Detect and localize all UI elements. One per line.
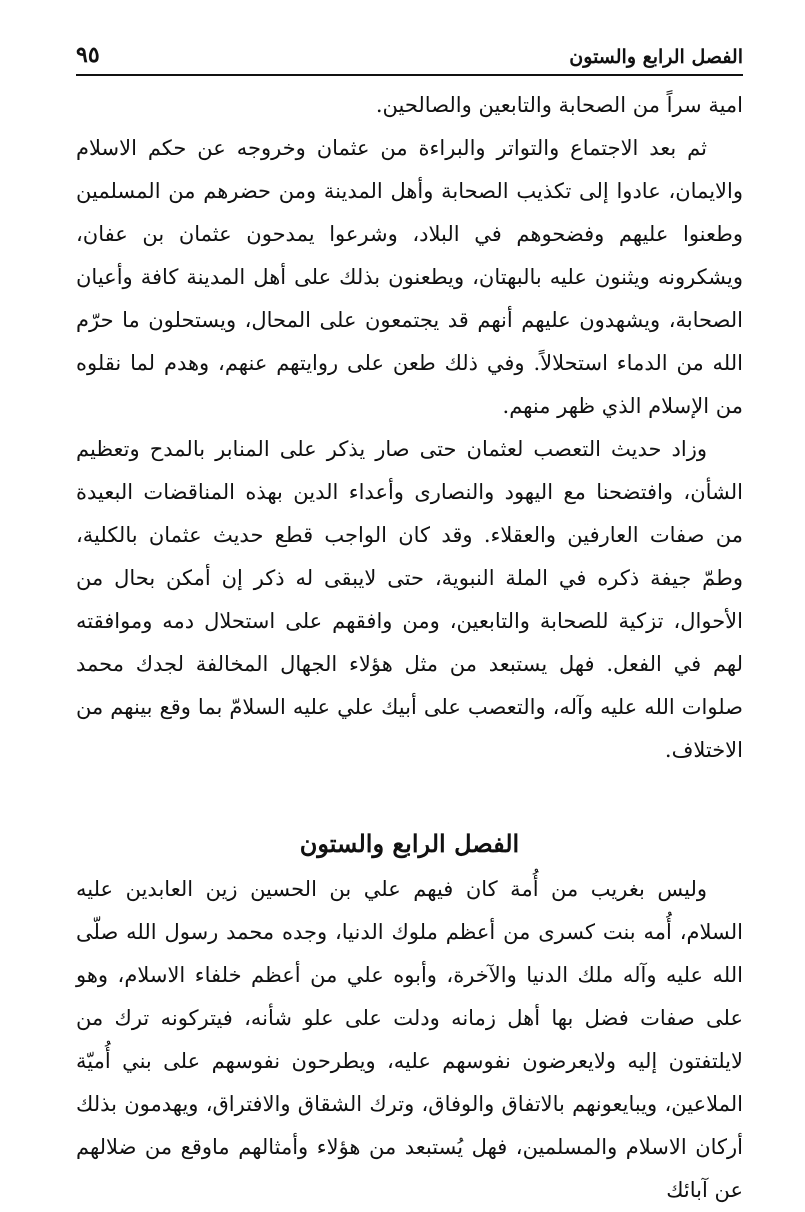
page-body: [76, 84, 743, 1212]
running-title: الفصل الرابع والستون: [569, 46, 743, 68]
paragraph-3: وزاد حديث التعصب لعثمان حتى صار يذكر على المنابر بالمدح وتعظيم الشأن، وافتضحنا مع اليهود والنصارى وأعداء الدين بهذه المناقضات البعيدة من صفات العارفين والعقلاء. وقد كان الواجب قطع حديث عثمان بالكلية، وطمّ جيفة ذكره في الملة النبوية، حتى لايبقى له ذكر إن أمكن بحال من الأحوال، تزكية للصحابة والتابعين، ومن وافقهم على استحلال دمه وموافقته لهم في الفعل. فهل يستبعد من مثل هؤلاء الجهال المخالفة لجدك محمد صلوات الله عليه وآله، والتعصب على أبيك علي عليه السلامّ بما وقع بينهم من الاختلاف.: [76, 437, 743, 762]
paragraph-1: امية سراً من الصحابة والتابعين والصالحين.: [375, 93, 743, 117]
paragraph-4: وليس بغريب من أُمة كان فيهم علي بن الحسين زين العابدين عليه السلام، أُمه بنت كسرى من أعظم ملوك الدنيا، وجده محمد رسول الله صلّى الله عليه وآله ملك الدنيا والآخرة، وأبوه علي من أعظم خلفاء الاسلام، وهو على صفات فضل بها أهل زمانه ودلت على علو شأنه، فيتركونه ترك من لايلتفتون إليه ولايعرضون نفوسهم عليه، ويطرحون نفوسهم على بني أُميّة الملاعين، ويبايعونهم بالاتفاق والوفاق، وترك الشقاق والافتراق، ويهدمون بذلك أركان الاسلام والمسلمين، فهل يُستبعد من هؤلاء وأمثالهم ماوقع من ضلالهم عن آبائك: [76, 877, 743, 1202]
chapter-heading: الفصل الرابع والستون: [299, 829, 520, 858]
page-number: ٩٥: [76, 42, 100, 68]
paragraph-2: ثم بعد الاجتماع والتواتر والبراءة من عثمان وخروجه عن حكم الاسلام والايمان، عادوا إلى تكذيب الصحابة وأهل المدينة ومن حضرهم من المسلمين وطعنوا عليهم وفضحوهم في البلاد، وشرعوا يمدحون عثمان بن عفان، ويشكرونه ويثنون عليه بالبهتان، ويطعنون بذلك على أهل المدينة كافة وأعيان الصحابة، ويشهدون عليهم أنهم قد يجتمعون على المحال، ويستحلون ما حرّم الله من الدماء استحلالاً. وفي ذلك طعن على روايتهم عنهم، وهدم لما نقلوه من الإسلام الذي ظهر منهم.: [76, 136, 743, 418]
page-header: [76, 28, 743, 76]
section-gap: [76, 772, 743, 820]
